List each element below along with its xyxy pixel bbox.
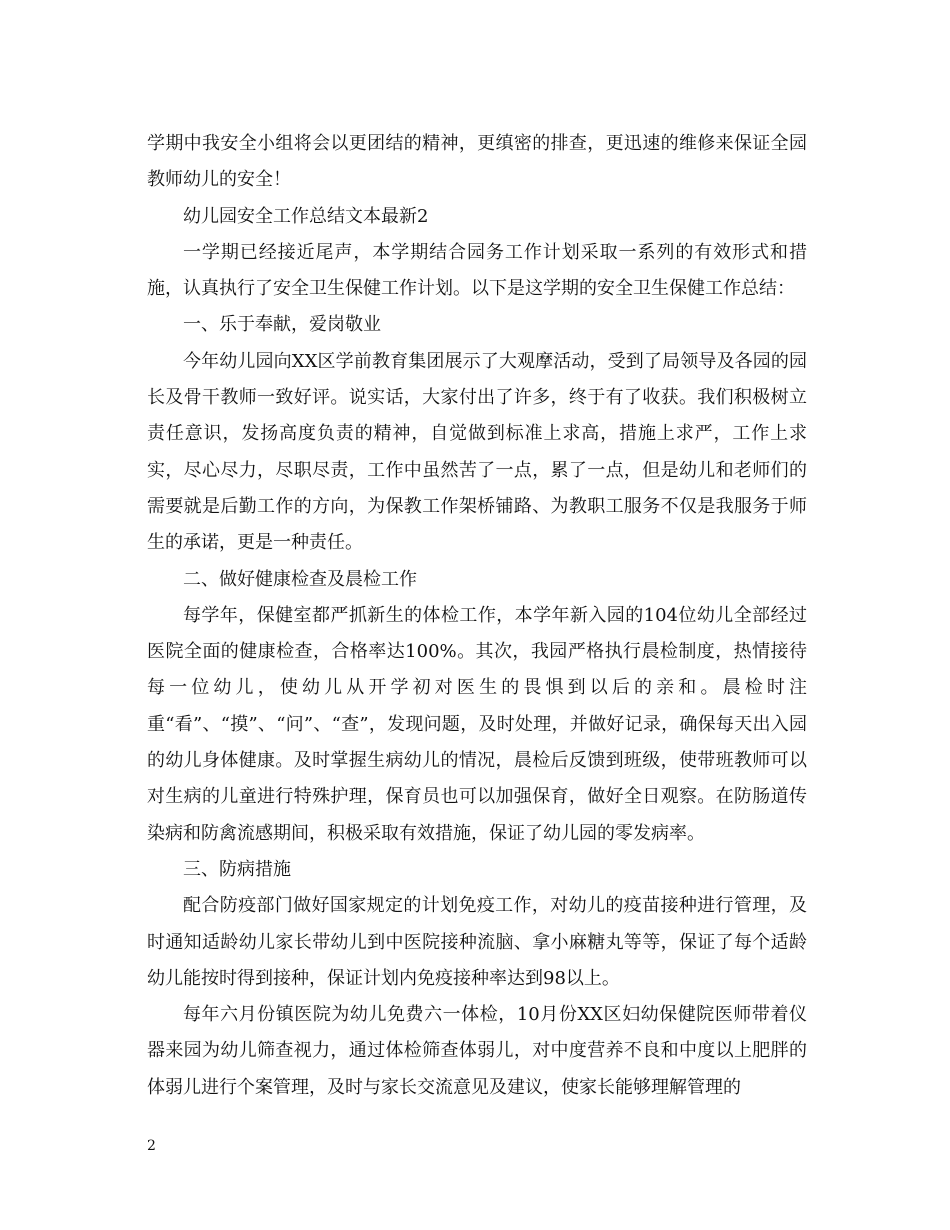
paragraph-section-3b: 每年六月份镇医院为幼儿免费六一体检，10月份XX区妇幼保健院医师带着仪器来园为幼儿筛查视力，通过体检筛查体弱儿，对中度营养不良和中度以上肥胖的体弱儿进行个案管理，及时与家长交流意见及建议，使家长能够理解管理的 [147, 1004, 807, 1098]
paragraph-section-3a: 配合防疫部门做好国家规定的计划免疫工作，对幼儿的疫苗接种进行管理，及时通知适龄幼儿家长带幼儿到中医院接种流脑、拿小麻糖丸等等，保证了每个适龄幼儿能按时得到接种，保证计划内免疫接种率达到98以上。 [147, 895, 807, 989]
paragraph-intro: 一学期已经接近尾声，本学期结合园务工作计划采取一系列的有效形式和措施，认真执行了安全卫生保健工作计划。以下是这学期的安全卫生保健工作总结： [147, 241, 807, 300]
section-heading-1: 一、乐于奉献，爱岗敬业 [183, 314, 381, 336]
section-heading-3: 三、防病措施 [183, 858, 291, 880]
document-body [147, 126, 807, 1106]
page-number: 2 [147, 1138, 156, 1154]
section-heading-2: 二、做好健康检查及晨检工作 [183, 568, 417, 590]
paragraph-1: 学期中我安全小组将会以更团结的精神，更缜密的排查，更迅速的维修来保证全园教师幼儿的安全！ [147, 133, 807, 191]
section-heading-title: 幼儿园安全工作总结文本最新2 [183, 205, 429, 227]
paragraph-section-1: 今年幼儿园向XX区学前教育集团展示了大观摩活动，受到了局领导及各园的园长及骨干教师一致好评。说实话，大家付出了许多，终于有了收获。我们积极树立责任意识，发扬高度负责的精神，自觉做到标准上求高，措施上求严，工作上求实，尽心尽力，尽职尽责，工作中虽然苦了一点，累了一点，但是幼儿和老师们的需要就是后勤工作的方向，为保教工作架桥铺路、为教职工服务不仅是我服务于师生的承诺，更是一种责任。 [147, 350, 807, 554]
paragraph-section-2: 每学年，保健室都严抓新生的体检工作，本学年新入园的104位幼儿全部经过医院全面的健康检查，合格率达100%。其次，我园严格执行晨检制度，热情接待每一位幼儿，使幼儿从开学初对医生的畏惧到以后的亲和。晨检时注重“看”、“摸”、“问”、“查”，发现问题，及时处理，并做好记录，确保每天出入园的幼儿身体健康。及时掌握生病幼儿的情况，晨检后反馈到班级，使带班教师可以对生病的儿童进行特殊护理，保育员也可以加强保育，做好全日观察。在防肠道传染病和防禽流感期间，积极采取有效措施，保证了幼儿园的零发病率。 [147, 604, 807, 844]
